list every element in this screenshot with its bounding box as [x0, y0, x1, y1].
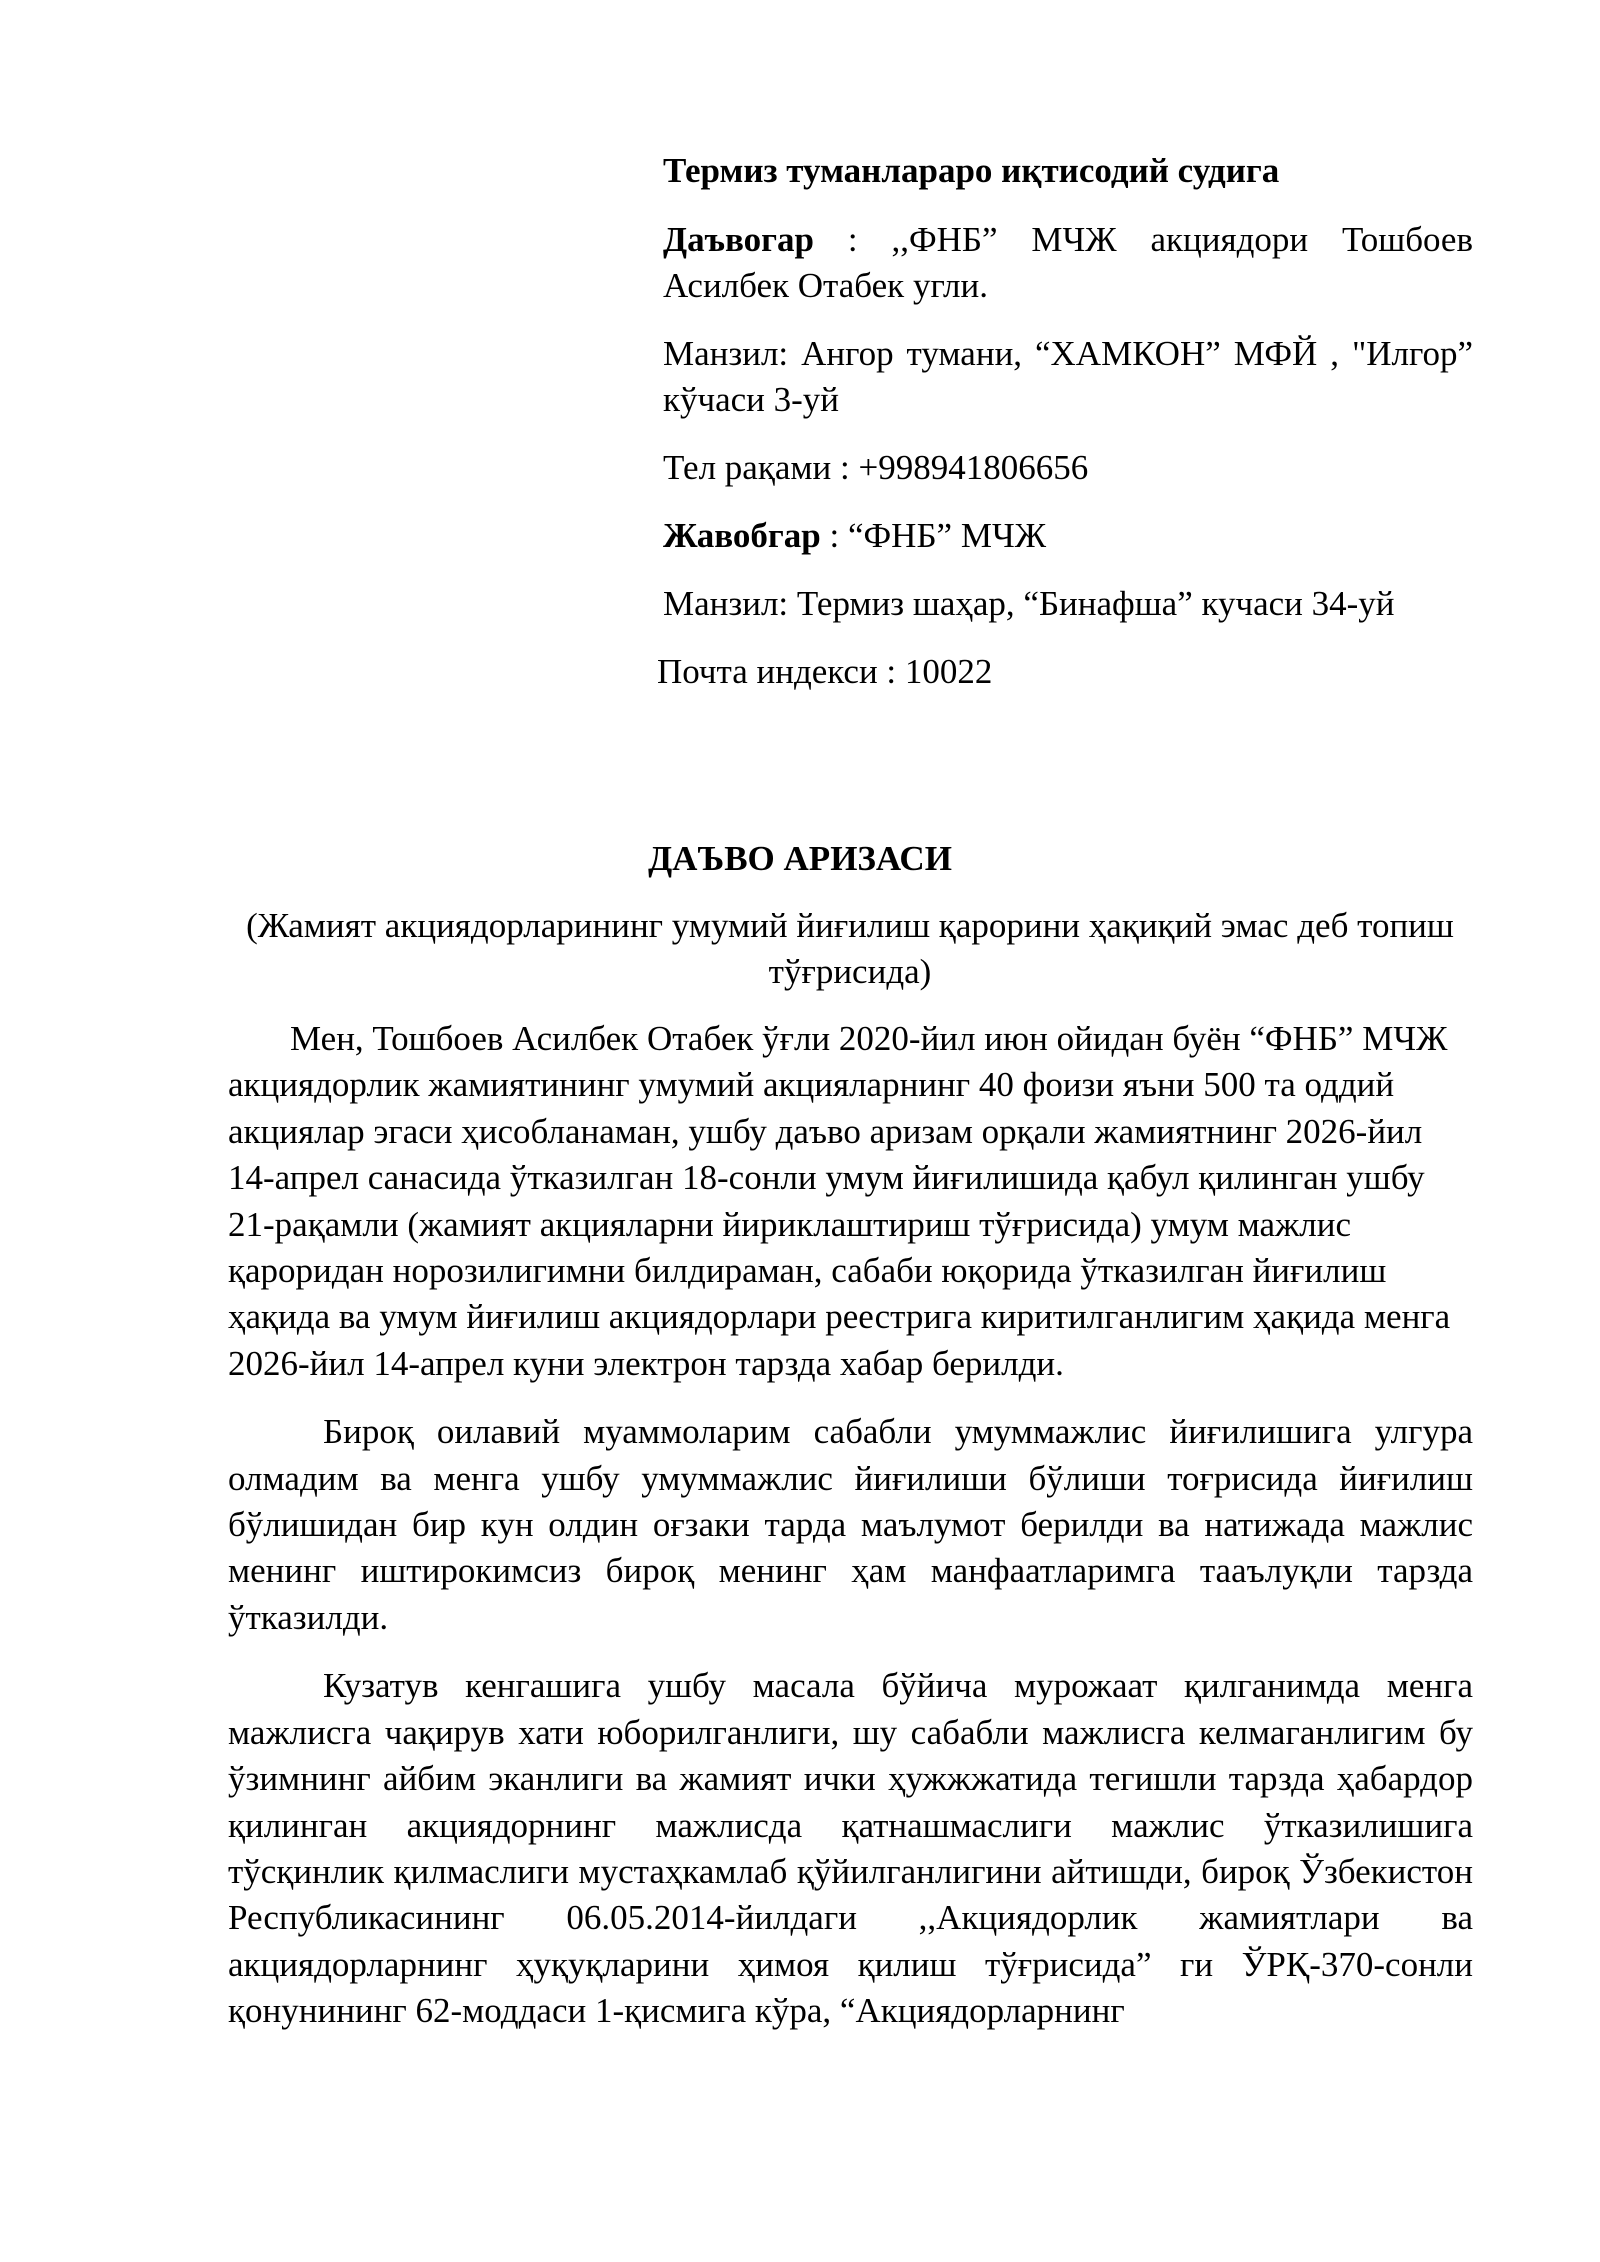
document-subtitle: (Жамият акциядорларининг умумий йиғилиш қарорини ҳақиқий эмас деб топиш тўғрисида): [246, 906, 1454, 991]
document-body: [228, 1016, 1473, 2057]
plaintiff-phone: Тел рақами : +998941806656: [663, 448, 1089, 487]
body-paragraph: Бироқ оилавий муаммоларим сабабли умуммажлис йиғилишига улгура олмадим ва менга ушбу умуммажлис йиғилиши бўлиши тоғрисида йиғилиш бўлишидан бир кун олдин оғзаки тарда маълумот берилди ва натижада мажлис менинг иштирокимсиз бироқ менинг ҳам манфаатларимга тааълуқли тарзда ўтказилди.: [228, 1412, 1473, 1637]
body-paragraph: Мен, Тошбоев Асилбек Отабек ўғли 2020-йил июн ойидан буён “ФНБ” МЧЖ акциядорлик жамиятининг умумий акцияларнинг 40 фоизи яъни 500 та оддий акциялар эгаси ҳисобланаман, ушбу даъво аризам орқали жамиятнинг 2026-йил 14-апрел санасида ўтказилган 18-сонли умум йиғилишида қабул қилинган ушбу 21-рақамли (жамият акцияларни йириклаштириш тўғрисида) умум мажлис қароридан норозилигимни билдираман, сабаби юқорида ўтказилган йиғилиш ҳақида ва умум йиғилиш акциядорлари реестрига киритилганлигим ҳақида менга 2026-йил 14-апрел куни электрон тарзда хабар берилди.: [228, 1019, 1451, 1383]
defendant-address: Манзил: Термиз шаҳар, “Бинафша” кучаси 34-уй: [663, 584, 1395, 623]
plaintiff-text: : ,,ФНБ” МЧЖ акциядори Тошбоев Асилбек Отабек угли.: [663, 220, 1473, 305]
court-name: Термиз туманлараро иқтисодий судига: [663, 151, 1280, 190]
defendant-text: : “ФНБ” МЧЖ: [820, 516, 1047, 555]
addressee-block: [657, 148, 1473, 717]
plaintiff-address: Манзил: Ангор тумани, “ХАМКОН” МФЙ , "Илгор” кўчаси 3-уй: [663, 334, 1473, 419]
body-paragraph: Кузатув кенгашига ушбу масала бўйича мурожаат қилганимда менга мажлисга чақирув хати юборилганлиги, шу сабабли мажлисга келмаганлигим бу ўзимнинг айбим эканлиги ва жамият ички ҳужжжатида тегишли тарзда ҳабардор қилинган акциядорнинг мажлисда қатнашмаслиги мажлис ўтказилишига тўсқинлик қилмаслиги мустаҳкамлаб қўйилганлигини айтишди, бироқ Ўзбекистон Республикасининг 06.05.2014-йилдаги ,,Акциядорлик жамиятлари ва акциядорларнинг ҳуқуқларини ҳимоя қилиш тўғрисида” ги ЎРҚ-370-сонли қонунининг 62-моддаси 1-қисмига кўра, “Акциядорларнинг: [228, 1666, 1473, 2031]
defendant-line: [663, 513, 1473, 559]
plaintiff-label: Даъвогар: [663, 220, 815, 259]
postal-index: Почта индекси : 10022: [657, 652, 993, 691]
defendant-label: Жавобгар: [663, 516, 821, 555]
document-title: ДАЪВО АРИЗАСИ: [648, 839, 952, 878]
plaintiff-line: [663, 217, 1473, 309]
